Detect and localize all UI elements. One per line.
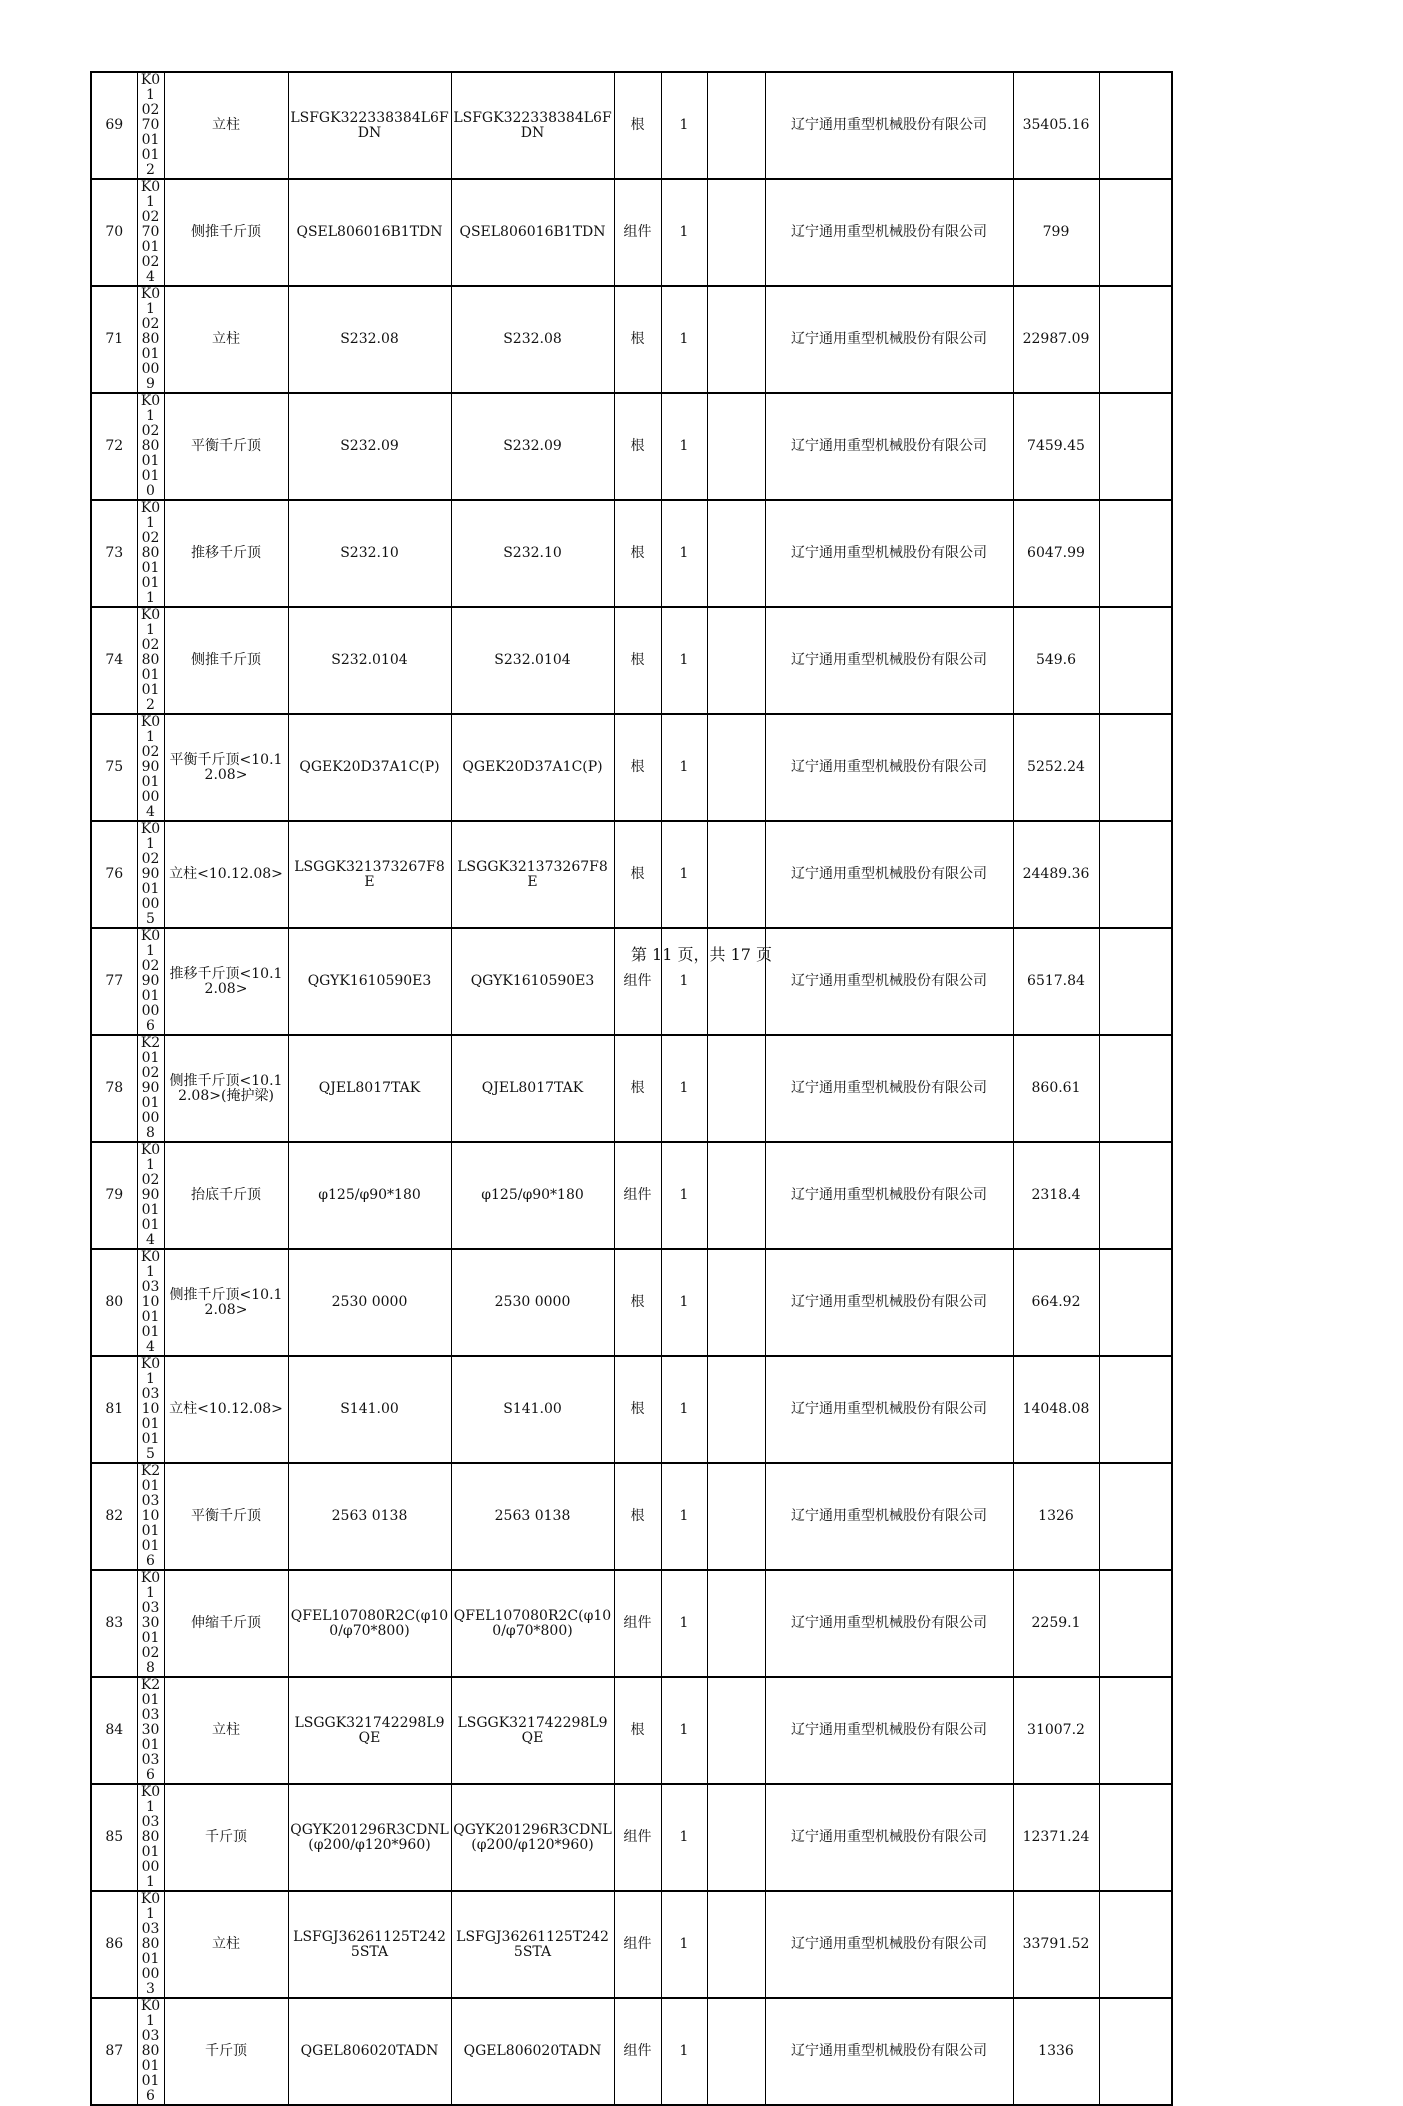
material-code: K01 0290 0100 4 bbox=[137, 714, 164, 821]
quantity: 1 bbox=[661, 1356, 707, 1463]
table-row bbox=[91, 500, 1172, 607]
remark bbox=[1099, 1356, 1172, 1463]
quantity: 1 bbox=[661, 1891, 707, 1998]
unit: 组件 bbox=[614, 1998, 661, 2105]
model-spec: LSGGK321373267F8E bbox=[288, 821, 451, 928]
part-name: 立柱<10.12.08> bbox=[164, 821, 288, 928]
row-number: 85 bbox=[91, 1784, 137, 1891]
material-code: K201 0330 0103 6 bbox=[137, 1677, 164, 1784]
model-spec: 2530 0000 bbox=[288, 1249, 451, 1356]
drawing-no: 2563 0138 bbox=[451, 1463, 614, 1570]
quantity: 1 bbox=[661, 500, 707, 607]
model-spec: S232.0104 bbox=[288, 607, 451, 714]
unit-price: 35405.16 bbox=[1013, 72, 1099, 179]
quantity: 1 bbox=[661, 821, 707, 928]
unit-price: 2259.1 bbox=[1013, 1570, 1099, 1677]
part-name: 侧推千斤顶<10.12.08>(掩护梁) bbox=[164, 1035, 288, 1142]
quantity: 1 bbox=[661, 1677, 707, 1784]
table-row bbox=[91, 1784, 1172, 1891]
blank-cell bbox=[707, 1142, 765, 1249]
material-code: K01 0380 0100 1 bbox=[137, 1784, 164, 1891]
material-code: K01 0280 0101 0 bbox=[137, 393, 164, 500]
unit: 根 bbox=[614, 1463, 661, 1570]
blank-cell bbox=[707, 1463, 765, 1570]
table-row bbox=[91, 286, 1172, 393]
material-code: K01 0380 0100 3 bbox=[137, 1891, 164, 1998]
table-row bbox=[91, 179, 1172, 286]
unit-price: 14048.08 bbox=[1013, 1356, 1099, 1463]
table-row bbox=[91, 1891, 1172, 1998]
model-spec: QGYK201296R3CDNL(φ200/φ120*960) bbox=[288, 1784, 451, 1891]
quantity: 1 bbox=[661, 179, 707, 286]
quantity: 1 bbox=[661, 1463, 707, 1570]
quantity: 1 bbox=[661, 393, 707, 500]
manufacturer: 辽宁通用重型机械股份有限公司 bbox=[765, 714, 1013, 821]
drawing-no: LSGGK321373267F8E bbox=[451, 821, 614, 928]
drawing-no: S232.09 bbox=[451, 393, 614, 500]
unit-price: 799 bbox=[1013, 179, 1099, 286]
manufacturer: 辽宁通用重型机械股份有限公司 bbox=[765, 1570, 1013, 1677]
quantity: 1 bbox=[661, 1142, 707, 1249]
table-row bbox=[91, 714, 1172, 821]
blank-cell bbox=[707, 179, 765, 286]
material-code: K01 0290 0101 4 bbox=[137, 1142, 164, 1249]
table-row bbox=[91, 1356, 1172, 1463]
unit-price: 7459.45 bbox=[1013, 393, 1099, 500]
row-number: 71 bbox=[91, 286, 137, 393]
unit: 组件 bbox=[614, 1784, 661, 1891]
remark bbox=[1099, 714, 1172, 821]
unit: 组件 bbox=[614, 179, 661, 286]
material-code: K01 0270 0101 2 bbox=[137, 72, 164, 179]
quantity: 1 bbox=[661, 1570, 707, 1677]
part-name: 推移千斤顶 bbox=[164, 500, 288, 607]
unit-price: 664.92 bbox=[1013, 1249, 1099, 1356]
unit-price: 6047.99 bbox=[1013, 500, 1099, 607]
drawing-no: QGEK20D37A1C(P) bbox=[451, 714, 614, 821]
manufacturer: 辽宁通用重型机械股份有限公司 bbox=[765, 1035, 1013, 1142]
row-number: 70 bbox=[91, 179, 137, 286]
unit: 组件 bbox=[614, 1891, 661, 1998]
table-row bbox=[91, 72, 1172, 179]
drawing-no: LSFGJ36261125T2425STA bbox=[451, 1891, 614, 1998]
blank-cell bbox=[707, 821, 765, 928]
blank-cell bbox=[707, 1998, 765, 2105]
part-name: 侧推千斤顶<10.12.08> bbox=[164, 1249, 288, 1356]
remark bbox=[1099, 1463, 1172, 1570]
quantity: 1 bbox=[661, 286, 707, 393]
row-number: 81 bbox=[91, 1356, 137, 1463]
remark bbox=[1099, 1998, 1172, 2105]
remark bbox=[1099, 500, 1172, 607]
row-number: 75 bbox=[91, 714, 137, 821]
material-code: K201 0310 0101 6 bbox=[137, 1463, 164, 1570]
unit-price: 2318.4 bbox=[1013, 1142, 1099, 1249]
material-code: K01 0380 0101 6 bbox=[137, 1998, 164, 2105]
table-row bbox=[91, 1570, 1172, 1677]
quantity: 1 bbox=[661, 72, 707, 179]
remark bbox=[1099, 1570, 1172, 1677]
unit: 根 bbox=[614, 607, 661, 714]
unit: 根 bbox=[614, 72, 661, 179]
unit: 根 bbox=[614, 500, 661, 607]
part-name: 侧推千斤顶 bbox=[164, 179, 288, 286]
manufacturer: 辽宁通用重型机械股份有限公司 bbox=[765, 1142, 1013, 1249]
material-code: K01 0280 0101 1 bbox=[137, 500, 164, 607]
part-name: 伸缩千斤顶 bbox=[164, 1570, 288, 1677]
manufacturer: 辽宁通用重型机械股份有限公司 bbox=[765, 1998, 1013, 2105]
manufacturer: 辽宁通用重型机械股份有限公司 bbox=[765, 72, 1013, 179]
remark bbox=[1099, 1249, 1172, 1356]
drawing-no: LSGGK321742298L9QE bbox=[451, 1677, 614, 1784]
manufacturer: 辽宁通用重型机械股份有限公司 bbox=[765, 286, 1013, 393]
row-number: 72 bbox=[91, 393, 137, 500]
row-number: 87 bbox=[91, 1998, 137, 2105]
row-number: 74 bbox=[91, 607, 137, 714]
manufacturer: 辽宁通用重型机械股份有限公司 bbox=[765, 393, 1013, 500]
blank-cell bbox=[707, 714, 765, 821]
remark bbox=[1099, 179, 1172, 286]
unit: 根 bbox=[614, 1249, 661, 1356]
unit-price: 549.6 bbox=[1013, 607, 1099, 714]
table-row bbox=[91, 1998, 1172, 2105]
manufacturer: 辽宁通用重型机械股份有限公司 bbox=[765, 500, 1013, 607]
drawing-no: QSEL806016B1TDN bbox=[451, 179, 614, 286]
part-name: 千斤顶 bbox=[164, 1998, 288, 2105]
part-name: 立柱 bbox=[164, 1677, 288, 1784]
table-row bbox=[91, 1463, 1172, 1570]
unit-price: 5252.24 bbox=[1013, 714, 1099, 821]
remark bbox=[1099, 286, 1172, 393]
unit: 根 bbox=[614, 1035, 661, 1142]
model-spec: QJEL8017TAK bbox=[288, 1035, 451, 1142]
manufacturer: 辽宁通用重型机械股份有限公司 bbox=[765, 1249, 1013, 1356]
row-number: 83 bbox=[91, 1570, 137, 1677]
blank-cell bbox=[707, 500, 765, 607]
model-spec: QSEL806016B1TDN bbox=[288, 179, 451, 286]
drawing-no: QGEL806020TADN bbox=[451, 1998, 614, 2105]
unit-price: 31007.2 bbox=[1013, 1677, 1099, 1784]
row-number: 82 bbox=[91, 1463, 137, 1570]
part-name: 立柱<10.12.08> bbox=[164, 1356, 288, 1463]
material-code: K01 0290 0100 5 bbox=[137, 821, 164, 928]
material-code: K01 0270 0102 4 bbox=[137, 179, 164, 286]
table-row bbox=[91, 821, 1172, 928]
table-row bbox=[91, 1035, 1172, 1142]
manufacturer: 辽宁通用重型机械股份有限公司 bbox=[765, 928, 1013, 1035]
table-row bbox=[91, 1677, 1172, 1784]
row-number: 78 bbox=[91, 1035, 137, 1142]
unit: 根 bbox=[614, 714, 661, 821]
unit-price: 6517.84 bbox=[1013, 928, 1099, 1035]
remark bbox=[1099, 1142, 1172, 1249]
model-spec: S232.08 bbox=[288, 286, 451, 393]
blank-cell bbox=[707, 286, 765, 393]
blank-cell bbox=[707, 1249, 765, 1356]
part-name: 平衡千斤顶 bbox=[164, 393, 288, 500]
row-number: 77 bbox=[91, 928, 137, 1035]
part-name: 平衡千斤顶 bbox=[164, 1463, 288, 1570]
row-number: 84 bbox=[91, 1677, 137, 1784]
unit-price: 1336 bbox=[1013, 1998, 1099, 2105]
drawing-no: S232.10 bbox=[451, 500, 614, 607]
model-spec: S141.00 bbox=[288, 1356, 451, 1463]
manufacturer: 辽宁通用重型机械股份有限公司 bbox=[765, 1356, 1013, 1463]
part-name: 抬底千斤顶 bbox=[164, 1142, 288, 1249]
material-code: K01 0280 0100 9 bbox=[137, 286, 164, 393]
unit-price: 22987.09 bbox=[1013, 286, 1099, 393]
drawing-no: LSFGK322338384L6FDN bbox=[451, 72, 614, 179]
quantity: 1 bbox=[661, 928, 707, 1035]
quantity: 1 bbox=[661, 1998, 707, 2105]
page-footer: 第 11 页，共 17 页 bbox=[630, 945, 773, 964]
row-number: 76 bbox=[91, 821, 137, 928]
material-code: K01 0310 0101 5 bbox=[137, 1356, 164, 1463]
row-number: 69 bbox=[91, 72, 137, 179]
blank-cell bbox=[707, 1570, 765, 1677]
unit-price: 860.61 bbox=[1013, 1035, 1099, 1142]
quantity: 1 bbox=[661, 714, 707, 821]
row-number: 73 bbox=[91, 500, 137, 607]
row-number: 79 bbox=[91, 1142, 137, 1249]
quantity: 1 bbox=[661, 607, 707, 714]
blank-cell bbox=[707, 1677, 765, 1784]
unit: 根 bbox=[614, 286, 661, 393]
unit-price: 24489.36 bbox=[1013, 821, 1099, 928]
drawing-no: QFEL107080R2C(φ100/φ70*800) bbox=[451, 1570, 614, 1677]
blank-cell bbox=[707, 1891, 765, 1998]
unit: 组件 bbox=[614, 1142, 661, 1249]
model-spec: QGEL806020TADN bbox=[288, 1998, 451, 2105]
part-name: 千斤顶 bbox=[164, 1784, 288, 1891]
remark bbox=[1099, 1891, 1172, 1998]
blank-cell bbox=[707, 72, 765, 179]
drawing-no: S232.0104 bbox=[451, 607, 614, 714]
parts-table bbox=[90, 71, 1173, 2106]
part-name: 立柱 bbox=[164, 1891, 288, 1998]
model-spec: S232.09 bbox=[288, 393, 451, 500]
model-spec: LSGGK321742298L9QE bbox=[288, 1677, 451, 1784]
table-row bbox=[91, 607, 1172, 714]
part-name: 推移千斤顶<10.12.08> bbox=[164, 928, 288, 1035]
manufacturer: 辽宁通用重型机械股份有限公司 bbox=[765, 1677, 1013, 1784]
quantity: 1 bbox=[661, 1784, 707, 1891]
remark bbox=[1099, 72, 1172, 179]
material-code: K201 0290 0100 8 bbox=[137, 1035, 164, 1142]
model-spec: 2563 0138 bbox=[288, 1463, 451, 1570]
blank-cell bbox=[707, 607, 765, 714]
blank-cell bbox=[707, 393, 765, 500]
model-spec: S232.10 bbox=[288, 500, 451, 607]
remark bbox=[1099, 607, 1172, 714]
model-spec: LSFGK322338384L6FDN bbox=[288, 72, 451, 179]
table-row bbox=[91, 1249, 1172, 1356]
quantity: 1 bbox=[661, 1249, 707, 1356]
table-row bbox=[91, 1142, 1172, 1249]
remark bbox=[1099, 1677, 1172, 1784]
manufacturer: 辽宁通用重型机械股份有限公司 bbox=[765, 1784, 1013, 1891]
part-name: 立柱 bbox=[164, 72, 288, 179]
unit: 组件 bbox=[614, 1570, 661, 1677]
drawing-no: 2530 0000 bbox=[451, 1249, 614, 1356]
quantity: 1 bbox=[661, 1035, 707, 1142]
drawing-no: φ125/φ90*180 bbox=[451, 1142, 614, 1249]
manufacturer: 辽宁通用重型机械股份有限公司 bbox=[765, 1463, 1013, 1570]
drawing-no: S232.08 bbox=[451, 286, 614, 393]
remark bbox=[1099, 1784, 1172, 1891]
blank-cell bbox=[707, 1035, 765, 1142]
remark bbox=[1099, 821, 1172, 928]
row-number: 86 bbox=[91, 1891, 137, 1998]
blank-cell bbox=[707, 1356, 765, 1463]
material-code: K01 0330 0102 8 bbox=[137, 1570, 164, 1677]
unit-price: 1326 bbox=[1013, 1463, 1099, 1570]
unit: 组件 bbox=[614, 928, 661, 1035]
manufacturer: 辽宁通用重型机械股份有限公司 bbox=[765, 821, 1013, 928]
drawing-no: QGYK1610590E3 bbox=[451, 928, 614, 1035]
drawing-no: QJEL8017TAK bbox=[451, 1035, 614, 1142]
unit: 根 bbox=[614, 821, 661, 928]
manufacturer: 辽宁通用重型机械股份有限公司 bbox=[765, 179, 1013, 286]
model-spec: QGYK1610590E3 bbox=[288, 928, 451, 1035]
material-code: K01 0290 0100 6 bbox=[137, 928, 164, 1035]
model-spec: QGEK20D37A1C(P) bbox=[288, 714, 451, 821]
manufacturer: 辽宁通用重型机械股份有限公司 bbox=[765, 1891, 1013, 1998]
model-spec: QFEL107080R2C(φ100/φ70*800) bbox=[288, 1570, 451, 1677]
model-spec: φ125/φ90*180 bbox=[288, 1142, 451, 1249]
unit-price: 33791.52 bbox=[1013, 1891, 1099, 1998]
unit-price: 12371.24 bbox=[1013, 1784, 1099, 1891]
unit: 根 bbox=[614, 1356, 661, 1463]
blank-cell bbox=[707, 1784, 765, 1891]
part-name: 立柱 bbox=[164, 286, 288, 393]
row-number: 80 bbox=[91, 1249, 137, 1356]
material-code: K01 0310 0101 4 bbox=[137, 1249, 164, 1356]
model-spec: LSFGJ36261125T2425STA bbox=[288, 1891, 451, 1998]
manufacturer: 辽宁通用重型机械股份有限公司 bbox=[765, 607, 1013, 714]
part-name: 侧推千斤顶 bbox=[164, 607, 288, 714]
drawing-no: QGYK201296R3CDNL(φ200/φ120*960) bbox=[451, 1784, 614, 1891]
unit: 根 bbox=[614, 393, 661, 500]
unit: 根 bbox=[614, 1677, 661, 1784]
remark bbox=[1099, 393, 1172, 500]
remark bbox=[1099, 1035, 1172, 1142]
part-name: 平衡千斤顶<10.12.08> bbox=[164, 714, 288, 821]
table-row bbox=[91, 393, 1172, 500]
material-code: K01 0280 0101 2 bbox=[137, 607, 164, 714]
drawing-no: S141.00 bbox=[451, 1356, 614, 1463]
